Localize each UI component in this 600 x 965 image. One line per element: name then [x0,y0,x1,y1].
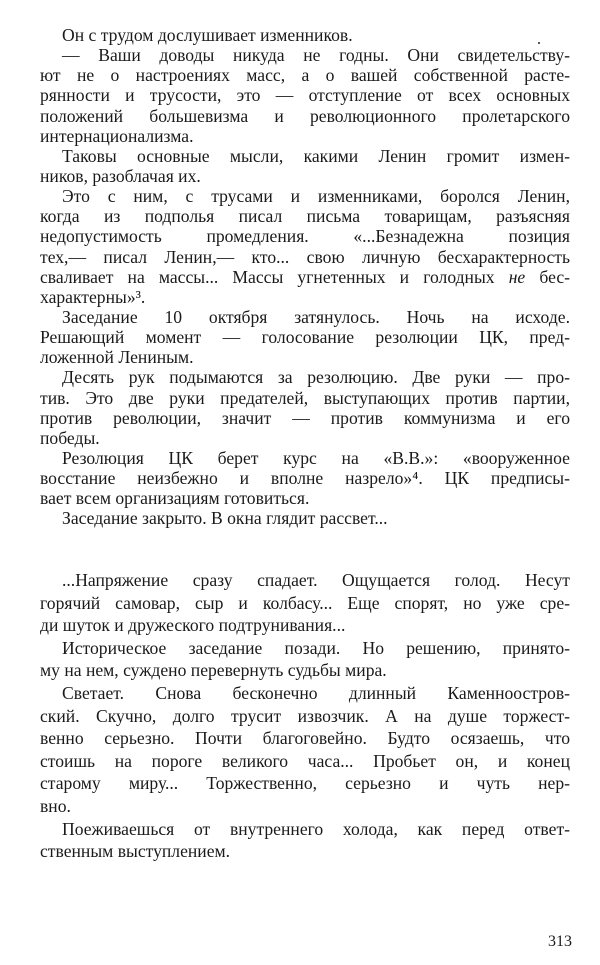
text-line: вно. [40,795,71,816]
paragraph [40,146,570,186]
paragraph [40,818,570,863]
text-line: стоишь на пороге великого часа... Пробьет он, и конец [40,750,570,771]
paragraph [40,45,570,146]
text-line: вает всем организациям готовиться. [40,488,310,509]
paragraph [40,186,570,307]
text-block-1 [40,25,570,529]
text-line: ют не о настроениях масс, а о вашей собственной расте- [40,65,570,86]
paragraph [40,508,570,528]
text-line: интернационализма. [40,125,194,146]
text-line: му на нем, суждено перевернуть судьбы мира. [40,660,387,681]
speck-mark [538,42,540,44]
text-line: восстание неизбежно и вполне назрело»⁴. ЦК предписы- [40,468,570,489]
text-line: Заседание 10 октября затянулось. Ночь на исходе. [62,306,570,327]
paragraph [40,307,570,367]
text-line: ский. Скучно, долго трусит извозчик. А на душе торжест- [40,705,570,726]
text-line: — Ваши доводы никуда не годны. Они свидетельству- [62,45,570,66]
text-segment: сваливает на массы... Массы угнетенных и голодных [40,266,509,287]
paragraph [40,367,570,448]
paragraph [40,682,570,818]
text-line: ственным выступлением. [40,841,231,862]
text-line: ди шуток и дружеского подтрунивания... [40,615,346,636]
italic-text: не [508,266,526,287]
text-line: Светает. Снова бесконечно длинный Каменноостров- [62,682,570,703]
text-line: Резолюция ЦК берет курс на «В.В.»: «вооруженное [62,447,570,468]
text-line: рянности и трусости, это — отступление от всех основных [40,85,570,106]
paragraph [40,25,570,45]
text-line: ников, разоблачая их. [40,165,201,186]
text-line: недопустимость промедления. «...Безнадежна позиция [40,226,570,247]
text-line: против революции, значит — против коммунизма и его [40,407,570,428]
paragraph [40,637,570,682]
text-line: тех,— писал Ленин,— кто... свою личную бесхарактерность [40,246,570,267]
text-line: старому миру... Торжественно, серьезно и чуть нер- [40,773,570,794]
text-line: характерны»³. [40,286,146,307]
text-line: Десять рук подымаются за резолюцию. Две руки — про- [62,367,570,388]
paragraph [40,448,570,508]
text-segment: бес- [525,266,570,287]
text-line: венно серьезно. Почти благоговейно. Будто осязаешь, что [40,728,570,749]
text-line: Он с трудом дослушивает изменников. [62,25,353,45]
text-line: ...Напряжение сразу спадает. Ощущается голод. Несут [62,570,570,590]
page-number: 313 [548,933,572,950]
text-line: Историческое заседание позади. Но решению, принято- [62,637,570,658]
text-line: тив. Это две руки предателей, выступающих против партии, [40,387,570,408]
text-line: горячий самовар, сыр и колбасу... Еще спорят, но уже сре- [40,592,570,613]
text-line: Таковы основные мысли, какими Ленин громит измен- [62,145,570,166]
paragraph [40,569,570,637]
text-line: когда из подполья писал письма товарищам, разъясняя [40,206,570,227]
text-line: Поеживаешься от внутреннего холода, как перед ответ- [62,818,570,839]
text-line: Решающий момент — голосование резолюции ЦК, пред- [40,327,570,348]
text-line: Заседание закрыто. В окна глядит рассвет... [62,508,388,529]
text-line: ложенной Лениным. [40,347,194,368]
text-block-2 [40,569,570,863]
text-line: Это с ним, с трусами и изменниками, боролся Ленин, [62,186,570,207]
text-line: победы. [40,427,100,448]
text-line [40,267,570,287]
text-line: положений большевизма и революционного пролетарского [40,105,570,126]
